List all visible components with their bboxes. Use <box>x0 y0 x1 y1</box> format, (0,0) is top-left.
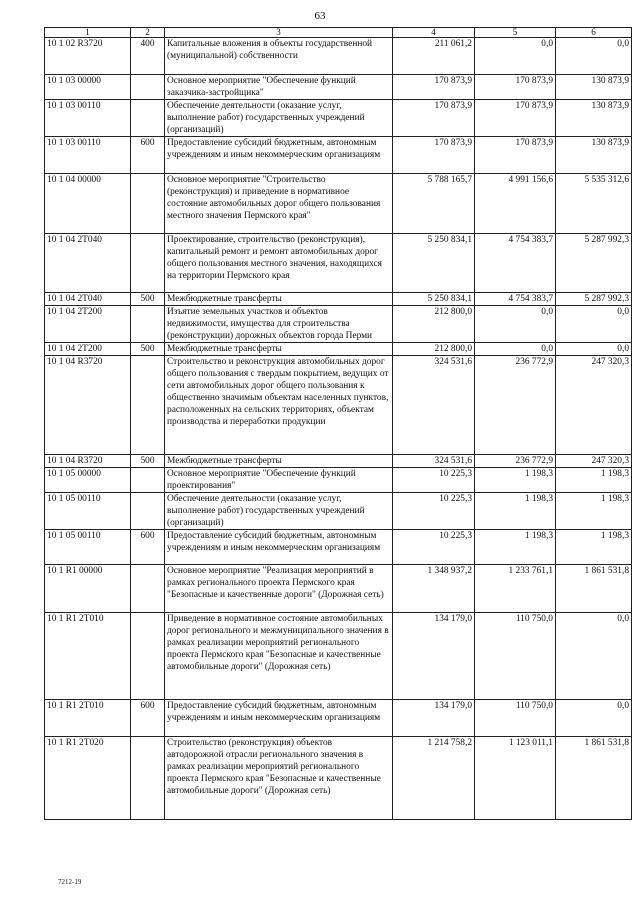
value-2021-cell: 130 873,9 <box>556 75 632 100</box>
footer-code: 7212-19 <box>58 878 82 886</box>
kvr-cell: 500 <box>131 293 165 306</box>
table-row <box>45 38 632 75</box>
name-cell: Предоставление субсидий бюджетным, автономным учреждениям и иным некоммерческим организациям <box>165 137 393 174</box>
name-cell: Приведение в нормативное состояние автомобильных дорог регионального и межмуниципального значения в рамках реализации мероприятий регионального проекта Пермского края "Безопасные и качественные автомобильные дороги" (Дорожная сеть) <box>165 613 393 700</box>
header-cell: 4 <box>393 28 475 38</box>
kvr-cell <box>131 100 165 137</box>
kvr-cell <box>131 565 165 613</box>
value-2020-cell: 170 873,9 <box>475 100 556 137</box>
name-cell: Межбюджетные трансферты <box>165 293 393 306</box>
table-row <box>45 234 632 293</box>
value-2019-cell: 5 788 165,7 <box>393 174 475 234</box>
kvr-cell: 600 <box>131 530 165 565</box>
code-cell: 10 1 03 00000 <box>45 75 131 100</box>
value-2021-cell: 0,0 <box>556 613 632 700</box>
name-cell: Обеспечение деятельности (оказание услуг, выполнение работ) государственных учреждений (организаций) <box>165 100 393 137</box>
budget-table <box>44 27 632 820</box>
code-cell: 10 1 04 2Т040 <box>45 293 131 306</box>
name-cell: Предоставление субсидий бюджетным, автономным учреждениям и иным некоммерческим организациям <box>165 530 393 565</box>
value-2019-cell: 10 225,3 <box>393 530 475 565</box>
value-2021-cell: 130 873,9 <box>556 137 632 174</box>
kvr-cell <box>131 356 165 455</box>
value-2019-cell: 10 225,3 <box>393 493 475 530</box>
code-cell: 10 1 03 00110 <box>45 100 131 137</box>
table-row <box>45 530 632 565</box>
value-2020-cell: 1 123 011,1 <box>475 737 556 820</box>
value-2019-cell: 324 531,6 <box>393 356 475 455</box>
table-row <box>45 306 632 343</box>
value-2019-cell: 134 179,0 <box>393 700 475 737</box>
code-cell: 10 1 05 00110 <box>45 493 131 530</box>
table-row <box>45 565 632 613</box>
value-2021-cell: 247 320,3 <box>556 356 632 455</box>
table-row <box>45 137 632 174</box>
value-2020-cell: 1 198,3 <box>475 468 556 493</box>
table-row <box>45 293 632 306</box>
name-cell: Основное мероприятие "Реализация мероприятий в рамках регионального проекта Пермского края "Безопасные и качественные дороги" (Дорожная сеть) <box>165 565 393 613</box>
header-cell: 2 <box>131 28 165 38</box>
kvr-cell: 500 <box>131 455 165 468</box>
value-2019-cell: 1 214 758,2 <box>393 737 475 820</box>
kvr-cell <box>131 468 165 493</box>
value-2020-cell: 110 750,0 <box>475 700 556 737</box>
kvr-cell: 600 <box>131 700 165 737</box>
value-2021-cell: 130 873,9 <box>556 100 632 137</box>
value-2021-cell: 5 535 312,6 <box>556 174 632 234</box>
value-2021-cell: 1 861 531,8 <box>556 565 632 613</box>
kvr-cell <box>131 234 165 293</box>
code-cell: 10 1 R1 2Т010 <box>45 700 131 737</box>
header-cell: 6 <box>556 28 632 38</box>
name-cell: Капитальные вложения в объекты государственной (муниципальной) собственности <box>165 38 393 75</box>
code-cell: 10 1 04 R3720 <box>45 455 131 468</box>
value-2021-cell: 5 287 992,3 <box>556 234 632 293</box>
kvr-cell <box>131 493 165 530</box>
code-cell: 10 1 05 00000 <box>45 468 131 493</box>
header-row <box>45 28 632 38</box>
value-2020-cell: 110 750,0 <box>475 613 556 700</box>
value-2019-cell: 10 225,3 <box>393 468 475 493</box>
code-cell: 10 1 04 2Т040 <box>45 234 131 293</box>
code-cell: 10 1 R1 2Т020 <box>45 737 131 820</box>
value-2020-cell: 4 754 383,7 <box>475 293 556 306</box>
code-cell: 10 1 05 00110 <box>45 530 131 565</box>
value-2021-cell: 0,0 <box>556 38 632 75</box>
value-2020-cell: 0,0 <box>475 343 556 356</box>
value-2020-cell: 170 873,9 <box>475 75 556 100</box>
kvr-cell <box>131 75 165 100</box>
value-2019-cell: 170 873,9 <box>393 75 475 100</box>
kvr-cell: 600 <box>131 137 165 174</box>
name-cell: Межбюджетные трансферты <box>165 343 393 356</box>
kvr-cell: 400 <box>131 38 165 75</box>
table-row <box>45 468 632 493</box>
table-row <box>45 75 632 100</box>
value-2019-cell: 134 179,0 <box>393 613 475 700</box>
kvr-cell <box>131 174 165 234</box>
value-2019-cell: 5 250 834,1 <box>393 293 475 306</box>
value-2019-cell: 212 800,0 <box>393 343 475 356</box>
value-2021-cell: 247 320,3 <box>556 455 632 468</box>
value-2020-cell: 170 873,9 <box>475 137 556 174</box>
value-2021-cell: 0,0 <box>556 306 632 343</box>
name-cell: Строительство и реконструкция автомобильных дорог общего пользования с твердым покрытием, ведущих от сети автомобильных дорог общего пользования к общественно значимым объектам населенных пунктов, расположенных на сельских территориях, объектам производства и переработки продукции <box>165 356 393 455</box>
kvr-cell: 500 <box>131 343 165 356</box>
name-cell: Основное мероприятие "Обеспечение функций заказчика-застройщика" <box>165 75 393 100</box>
value-2019-cell: 211 061,2 <box>393 38 475 75</box>
value-2021-cell: 0,0 <box>556 343 632 356</box>
value-2019-cell: 170 873,9 <box>393 137 475 174</box>
code-cell: 10 1 R1 2Т010 <box>45 613 131 700</box>
table-row <box>45 455 632 468</box>
value-2020-cell: 236 772,9 <box>475 356 556 455</box>
table-row <box>45 700 632 737</box>
name-cell: Изъятие земельных участков и объектов недвижимости, имущества для строительства (реконструкции) дорожных объектов города Перми <box>165 306 393 343</box>
name-cell: Проектирование, строительство (реконструкция), капитальный ремонт и ремонт автомобильных дорог общего пользования местного значения, находящихся на территории Пермского края <box>165 234 393 293</box>
value-2020-cell: 236 772,9 <box>475 455 556 468</box>
code-cell: 10 1 04 2Т200 <box>45 343 131 356</box>
value-2021-cell: 1 198,3 <box>556 468 632 493</box>
value-2021-cell: 1 198,3 <box>556 493 632 530</box>
value-2021-cell: 1 861 531,8 <box>556 737 632 820</box>
name-cell: Межбюджетные трансферты <box>165 455 393 468</box>
kvr-cell <box>131 613 165 700</box>
table-row <box>45 356 632 455</box>
name-cell: Предоставление субсидий бюджетным, автономным учреждениям и иным некоммерческим организациям <box>165 700 393 737</box>
table-row <box>45 613 632 700</box>
value-2021-cell: 0,0 <box>556 700 632 737</box>
table-row <box>45 343 632 356</box>
page-number: 63 <box>314 10 326 22</box>
table-row <box>45 737 632 820</box>
table-row <box>45 493 632 530</box>
table-row <box>45 100 632 137</box>
value-2019-cell: 1 348 937,2 <box>393 565 475 613</box>
code-cell: 10 1 03 00110 <box>45 137 131 174</box>
kvr-cell <box>131 306 165 343</box>
code-cell: 10 1 R1 00000 <box>45 565 131 613</box>
code-cell: 10 1 04 R3720 <box>45 356 131 455</box>
name-cell: Обеспечение деятельности (оказание услуг, выполнение работ) государственных учреждений (организаций) <box>165 493 393 530</box>
value-2020-cell: 1 198,3 <box>475 493 556 530</box>
name-cell: Основное мероприятие "Строительство (реконструкция) и приведение в нормативное состояние автомобильных дорог общего пользования местного значения Пермского края" <box>165 174 393 234</box>
value-2019-cell: 5 250 834,1 <box>393 234 475 293</box>
value-2021-cell: 5 287 992,3 <box>556 293 632 306</box>
header-cell: 5 <box>475 28 556 38</box>
code-cell: 10 1 04 00000 <box>45 174 131 234</box>
value-2020-cell: 1 233 761,1 <box>475 565 556 613</box>
table-row <box>45 174 632 234</box>
value-2019-cell: 170 873,9 <box>393 100 475 137</box>
value-2020-cell: 4 754 383,7 <box>475 234 556 293</box>
value-2020-cell: 4 991 156,6 <box>475 174 556 234</box>
value-2021-cell: 1 198,3 <box>556 530 632 565</box>
value-2020-cell: 1 198,3 <box>475 530 556 565</box>
value-2020-cell: 0,0 <box>475 306 556 343</box>
code-cell: 10 1 02 R3720 <box>45 38 131 75</box>
value-2019-cell: 212 800,0 <box>393 306 475 343</box>
header-cell: 3 <box>165 28 393 38</box>
name-cell: Строительство (реконструкция) объектов автодорожной отрасли регионального значения в рамках реализации мероприятий регионального проекта Пермского края "Безопасные и качественные автомобильные дороги" (Дорожная сеть) <box>165 737 393 820</box>
name-cell: Основное мероприятие "Обеспечение функций проектирования" <box>165 468 393 493</box>
value-2020-cell: 0,0 <box>475 38 556 75</box>
value-2019-cell: 324 531,6 <box>393 455 475 468</box>
kvr-cell <box>131 737 165 820</box>
code-cell: 10 1 04 2Т200 <box>45 306 131 343</box>
header-cell: 1 <box>45 28 131 38</box>
